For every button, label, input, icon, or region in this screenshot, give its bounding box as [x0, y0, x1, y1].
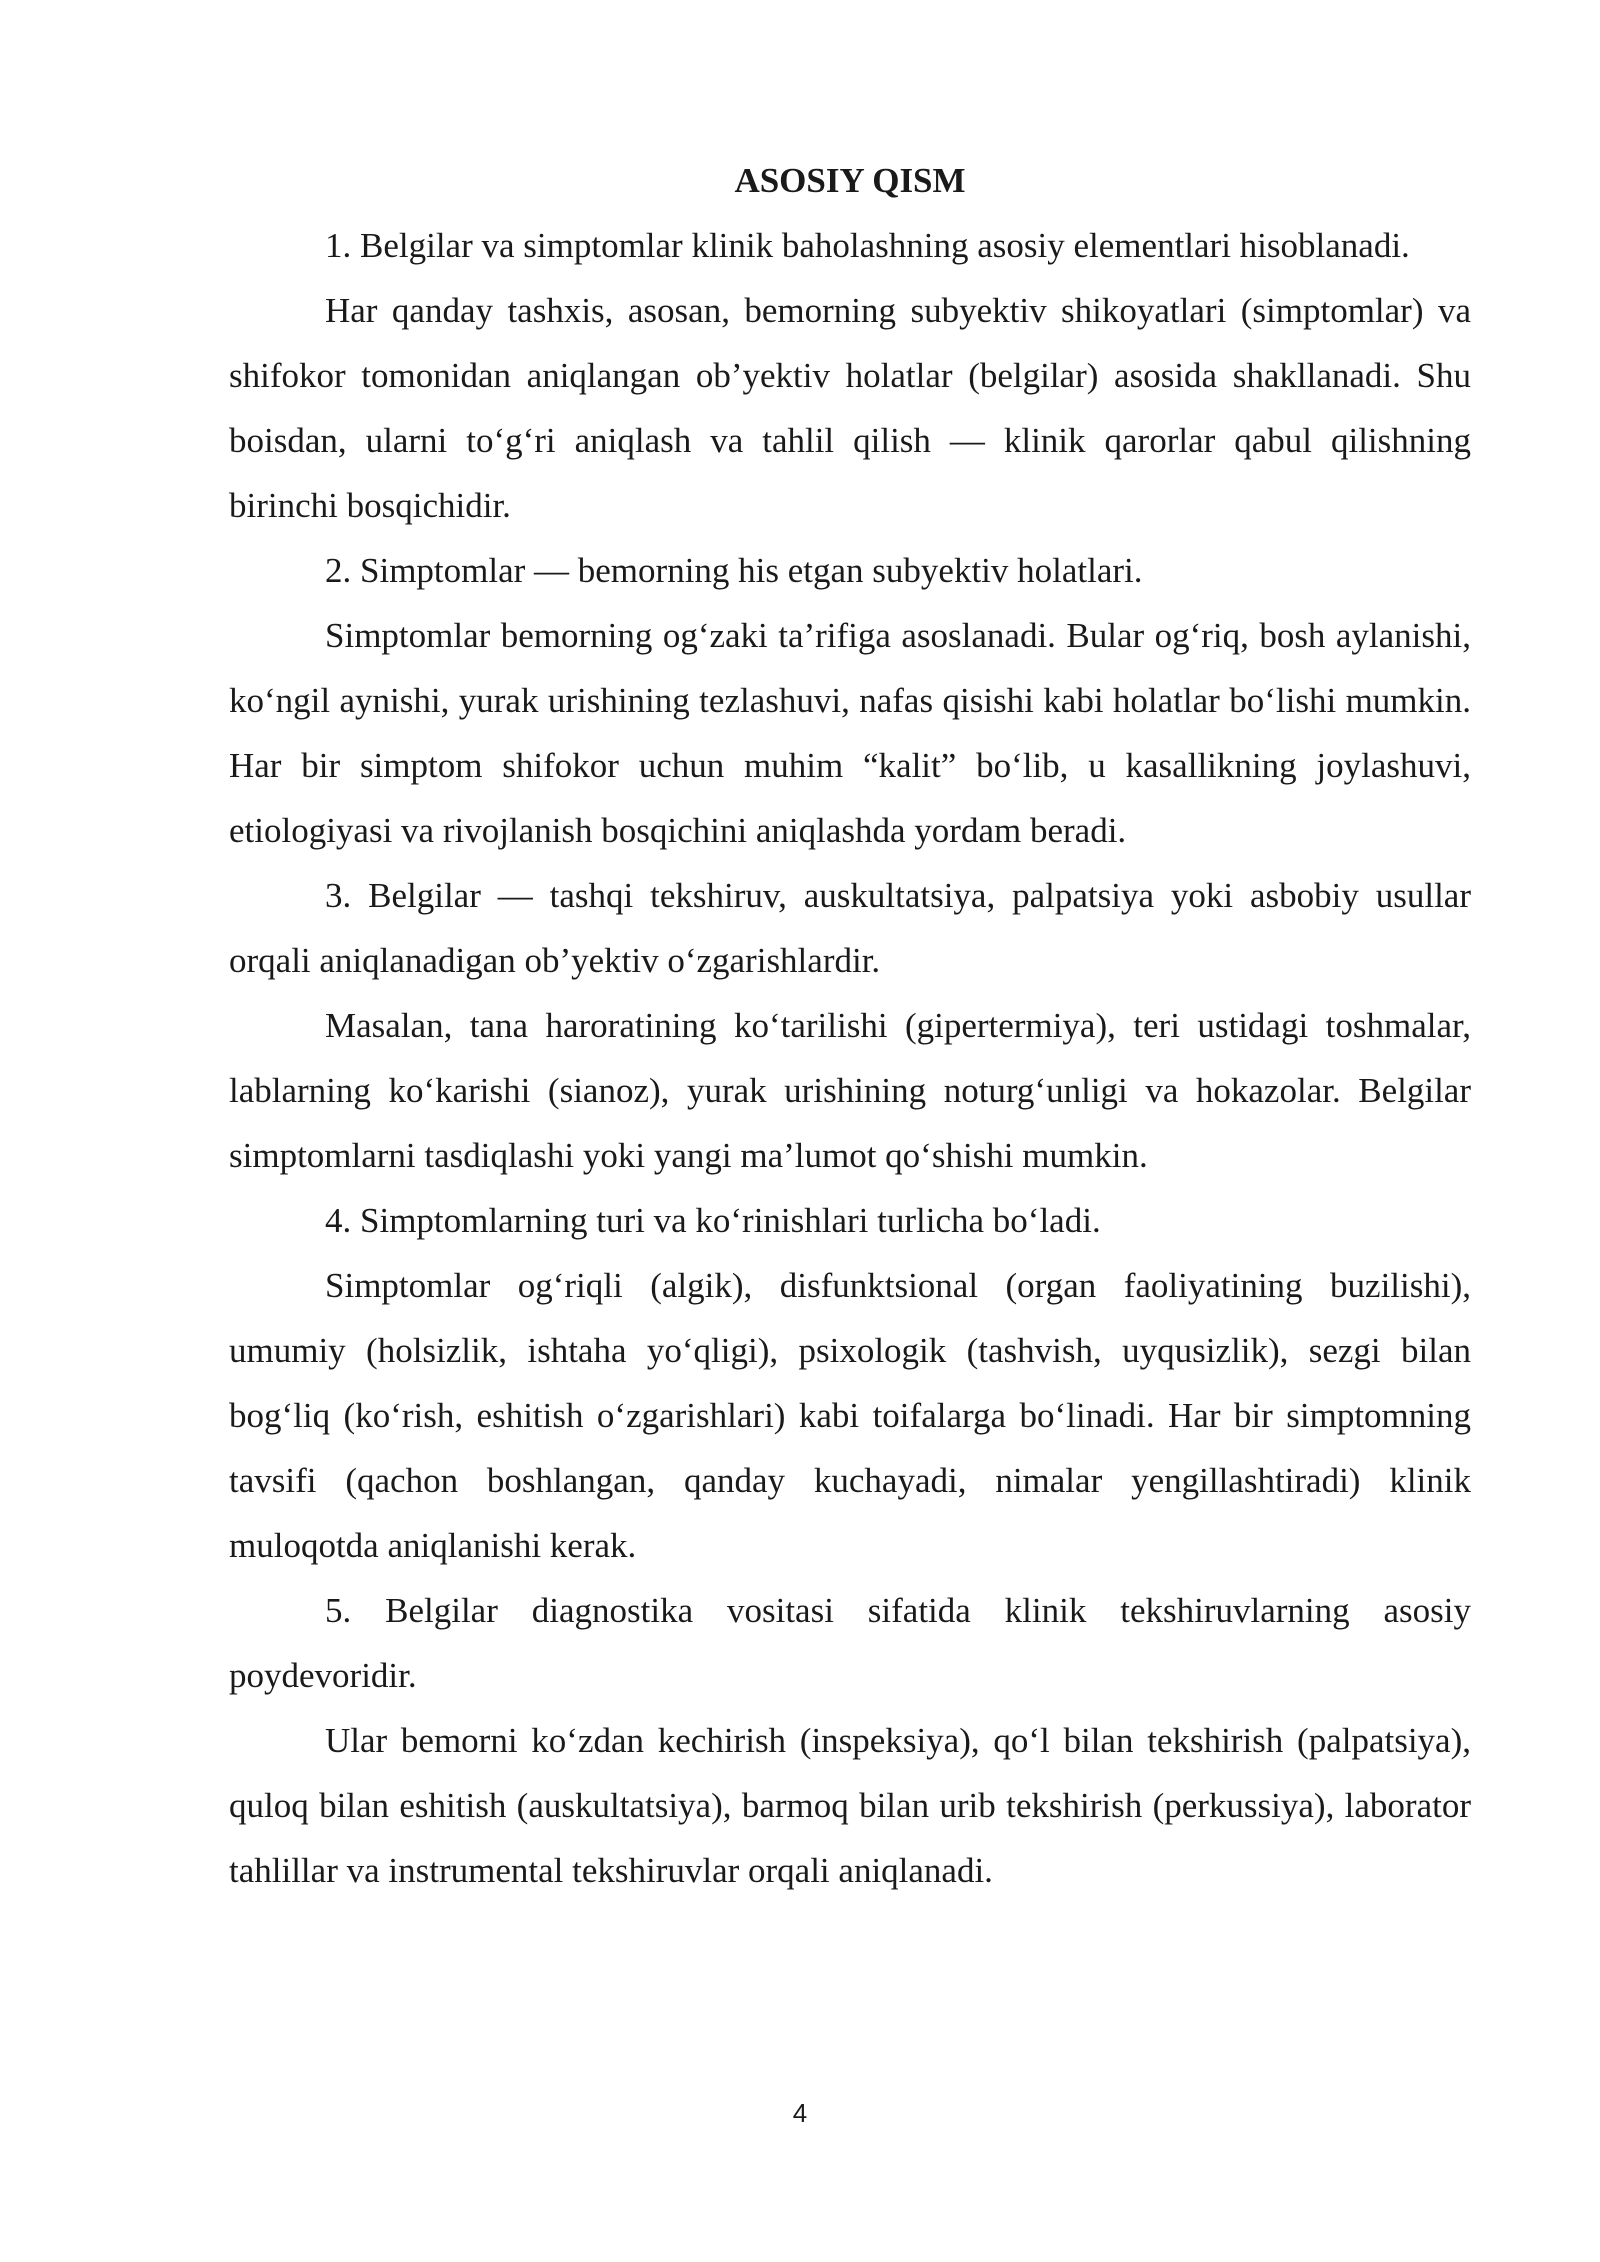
paragraph-3: 2. Simptomlar — bemorning his etgan subyektiv holatlari. — [325, 551, 1143, 590]
paragraph-4: Simptomlar bemorning og‘zaki ta’rifiga asoslanadi. Bular og‘riq, bosh aylanishi, ko‘ngil aynishi, yurak urishining tezlashuvi, nafas qisishi kabi holatlar bo‘lishi mumkin. Har bir simptom shifokor uchun muhim “kalit” bo‘lib, u kasallikning joylashuvi, etiologiyasi va rivojlanish bosqichini aniqlashda yordam beradi. — [229, 616, 1471, 850]
paragraph-8: Simptomlar og‘riqli (algik), disfunktsional (organ faoliyatining buzilishi), umumiy (holsizlik, ishtaha yo‘qligi), psixologik (tashvish, uyqusizlik), sezgi bilan bog‘liq (ko‘rish, eshitish o‘zgarishlari) kabi toifalarga bo‘linadi. Har bir simptomning tavsifi (qachon boshlangan, qanday kuchayadi, nimalar yengillashtiradi) klinik muloqotda aniqlanishi kerak. — [229, 1266, 1471, 1565]
paragraph-10: Ular bemorni ko‘zdan kechirish (inspeksiya), qo‘l bilan tekshirish (palpatsiya), quloq bilan eshitish (auskultatsiya), barmoq bilan urib tekshirish (perkussiya), laborator tahlillar va instrumental tekshiruvlar orqali aniqlanadi. — [229, 1721, 1471, 1890]
paragraph-9: 5. Belgilar diagnostika vositasi sifatida klinik tekshiruvlarning asosiy poydevoridir. — [229, 1591, 1471, 1695]
paragraph-2: Har qanday tashxis, asosan, bemorning subyektiv shikoyatlari (simptomlar) va shifokor tomonidan aniqlangan ob’yektiv holatlar (belgilar) asosida shakllanadi. Shu boisdan, ularni to‘g‘ri aniqlash va tahlil qilish — klinik qarorlar qabul qilishning birinchi bosqichidir. — [229, 291, 1471, 525]
paragraph-6: Masalan, tana haroratining ko‘tarilishi (gipertermiya), teri ustidagi toshmalar, lablarning ko‘karishi (sianoz), yurak urishining noturg‘unligi va hokazolar. Belgilar simptomlarni tasdiqlashi yoki yangi ma’lumot qo‘shishi mumkin. — [229, 1006, 1471, 1175]
page-body — [229, 148, 1471, 1903]
paragraph-5: 3. Belgilar — tashqi tekshiruv, auskultatsiya, palpatsiya yoki asbobiy usullar orqali aniqlanadigan ob’yektiv o‘zgarishlardir. — [229, 876, 1471, 980]
section-heading: ASOSIY QISM — [734, 161, 966, 200]
paragraph-1: 1. Belgilar va simptomlar klinik baholashning asosiy elementlari hisoblanadi. — [325, 226, 1410, 265]
page-number: 4 — [792, 2098, 808, 2128]
paragraph-7: 4. Simptomlarning turi va ko‘rinishlari turlicha bo‘ladi. — [325, 1201, 1101, 1240]
